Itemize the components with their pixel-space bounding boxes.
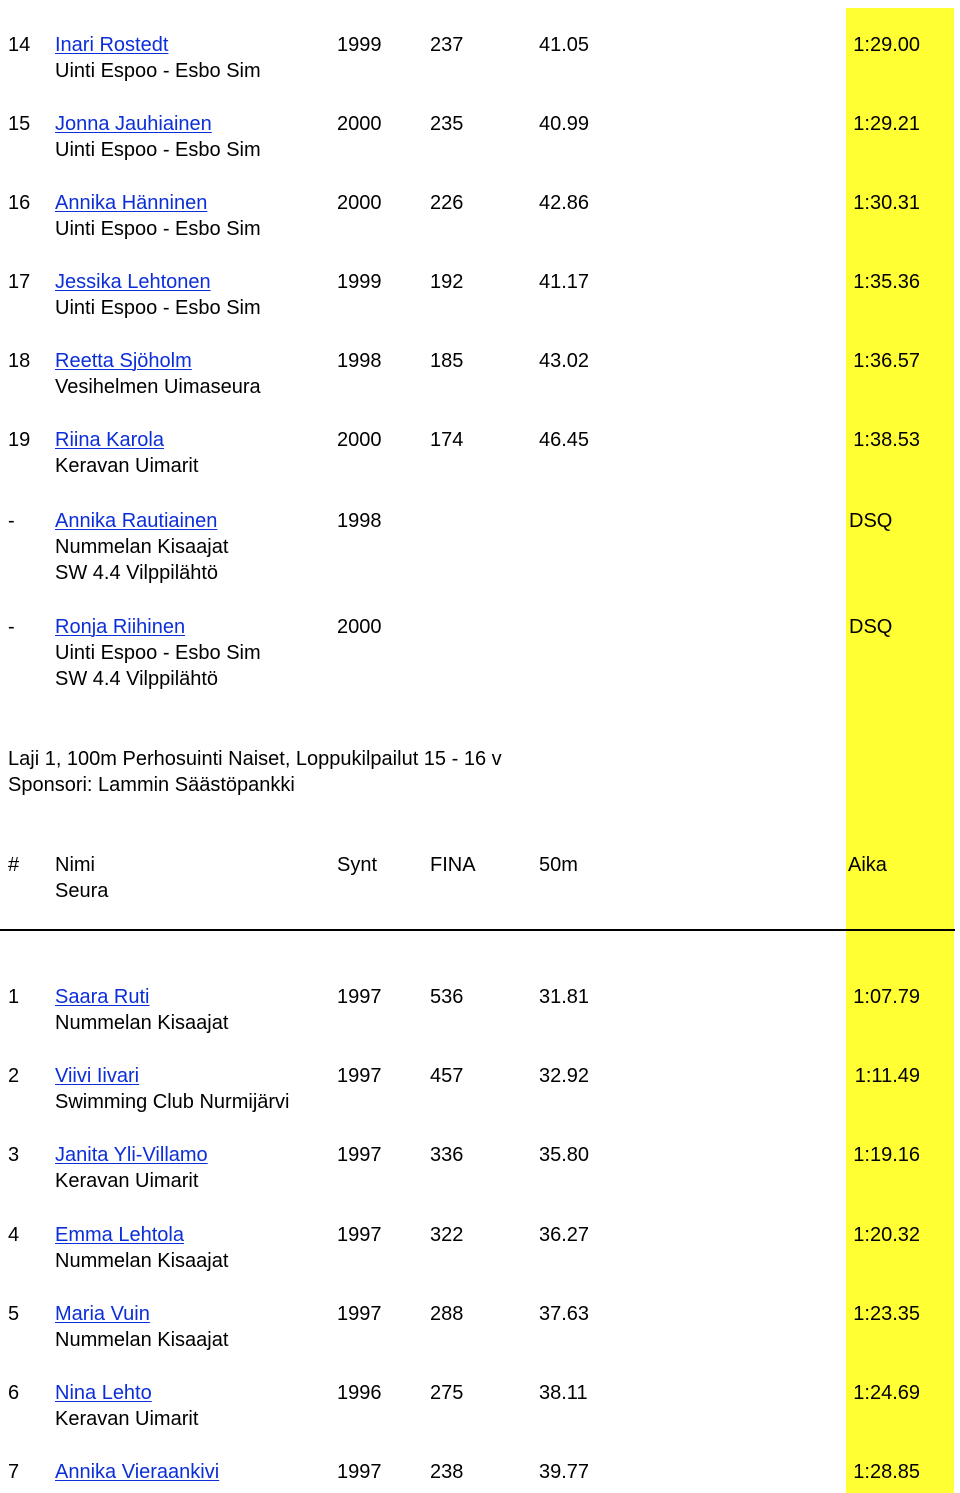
event-heading xyxy=(8,746,502,798)
birth-year: 1999 xyxy=(337,34,382,56)
result-position: - xyxy=(8,510,15,532)
birth-year: 1997 xyxy=(337,1302,382,1325)
swimmer-club: Keravan Uimarit xyxy=(55,455,199,477)
final-time: 1:19.16 xyxy=(853,1144,920,1167)
swimmer-name-link[interactable]: Jessika Lehtonen xyxy=(55,271,211,293)
birth-year: 1996 xyxy=(337,1382,382,1404)
dsq-status: DSQ xyxy=(849,510,893,532)
disqualification-reason: SW 4.4 Vilppilähtö xyxy=(55,562,219,584)
split-50m: 41.17 xyxy=(539,271,590,293)
birth-year: 1998 xyxy=(337,350,382,372)
final-time: 1:38.53 xyxy=(853,429,920,451)
swimmer-name-link[interactable]: Jonna Jauhiainen xyxy=(55,113,212,135)
column-header-fina: FINA xyxy=(430,854,476,876)
swimmer-name-link[interactable]: Annika Hänninen xyxy=(55,192,208,214)
birth-year: 2000 xyxy=(337,616,382,638)
column-header-name: Nimi xyxy=(55,854,95,876)
birth-year: 2000 xyxy=(337,429,382,451)
result-position: 7 xyxy=(8,1461,20,1484)
dsq-status: DSQ xyxy=(849,616,893,638)
swimmer-club: Keravan Uimarit xyxy=(55,1408,199,1430)
birth-year: 1997 xyxy=(337,1144,382,1167)
swimmer-name-link[interactable]: Saara Ruti xyxy=(55,986,150,1008)
split-50m: 42.86 xyxy=(539,192,590,214)
swimmer-club: Uinti Espoo - Esbo Sim xyxy=(55,642,261,664)
result-position: 16 xyxy=(8,192,31,214)
swimmer-club: Nummelan Kisaajat xyxy=(55,1012,229,1034)
swimmer-club: Uinti Espoo - Esbo Sim xyxy=(55,139,261,161)
swimmer-name-link[interactable]: Reetta Sjöholm xyxy=(55,350,192,372)
birth-year: 1998 xyxy=(337,510,382,532)
split-50m: 38.11 xyxy=(539,1382,588,1404)
result-position: 4 xyxy=(8,1223,20,1246)
swimmer-club: Swimming Club Nurmijärvi xyxy=(55,1091,290,1114)
swimmer-name-link[interactable]: Viivi Iivari xyxy=(55,1065,140,1088)
result-position: - xyxy=(8,616,15,638)
swimmer-club: Uinti Espoo - Esbo Sim xyxy=(55,297,261,319)
fina-points: 336 xyxy=(430,1144,464,1167)
swimmer-name-link[interactable]: Nina Lehto xyxy=(55,1382,152,1404)
split-50m: 32.92 xyxy=(539,1065,590,1088)
swimmer-club: Vesihelmen Uimaseura xyxy=(55,376,261,398)
swimmer-name-link[interactable]: Janita Yli-Villamo xyxy=(55,1144,208,1167)
swimmer-name-link[interactable]: Emma Lehtola xyxy=(55,1223,184,1246)
final-time: 1:20.32 xyxy=(853,1223,920,1246)
result-position: 6 xyxy=(8,1382,20,1404)
column-header-time: Aika xyxy=(848,854,887,876)
split-50m: 41.05 xyxy=(539,34,590,56)
result-position: 14 xyxy=(8,34,31,56)
event-sponsor: Sponsori: Lammin Säästöpankki xyxy=(8,774,295,796)
fina-points: 235 xyxy=(430,113,464,135)
fina-points: 288 xyxy=(430,1302,464,1325)
swimmer-name-link[interactable]: Maria Vuin xyxy=(55,1302,150,1325)
final-time: 1:23.35 xyxy=(853,1302,920,1325)
result-position: 5 xyxy=(8,1302,20,1325)
result-position: 2 xyxy=(8,1065,20,1088)
final-time: 1:24.69 xyxy=(853,1382,920,1404)
fina-points: 192 xyxy=(430,271,464,293)
result-position: 1 xyxy=(8,986,20,1008)
swimmer-club: Uinti Espoo - Esbo Sim xyxy=(55,218,261,240)
column-header-year: Synt xyxy=(337,854,378,876)
final-time: 1:07.79 xyxy=(853,986,920,1008)
final-time: 1:35.36 xyxy=(853,271,920,293)
final-time: 1:11.49 xyxy=(854,1065,920,1088)
fina-points: 226 xyxy=(430,192,464,214)
split-50m: 35.80 xyxy=(539,1144,590,1167)
birth-year: 1997 xyxy=(337,1223,382,1246)
swimmer-club: Nummelan Kisaajat xyxy=(55,536,229,558)
final-time: 1:28.85 xyxy=(853,1461,920,1484)
final-time: 1:29.21 xyxy=(853,113,920,135)
swimmer-name-link[interactable]: Ronja Riihinen xyxy=(55,616,186,638)
split-50m: 36.27 xyxy=(539,1223,590,1246)
split-50m: 40.99 xyxy=(539,113,590,135)
swimmer-name-link[interactable]: Annika Vieraankivi xyxy=(55,1461,220,1484)
event-title: Laji 1, 100m Perhosuinti Naiset, Loppukilpailut 15 - 16 v xyxy=(8,748,502,770)
result-position: 17 xyxy=(8,271,31,293)
swimmer-club: Keravan Uimarit xyxy=(55,1170,199,1193)
fina-points: 237 xyxy=(430,34,464,56)
result-position: 19 xyxy=(8,429,31,451)
fina-points: 536 xyxy=(430,986,464,1008)
split-50m: 31.81 xyxy=(539,986,590,1008)
fina-points: 457 xyxy=(430,1065,464,1088)
split-50m: 39.77 xyxy=(539,1461,590,1484)
birth-year: 2000 xyxy=(337,192,382,214)
result-position: 3 xyxy=(8,1144,20,1167)
final-time: 1:30.31 xyxy=(853,192,920,214)
result-position: 18 xyxy=(8,350,31,372)
swimmer-name-link[interactable]: Riina Karola xyxy=(55,429,164,451)
disqualification-reason: SW 4.4 Vilppilähtö xyxy=(55,668,219,690)
fina-points: 185 xyxy=(430,350,464,372)
result-position: 15 xyxy=(8,113,31,135)
birth-year: 1997 xyxy=(337,1065,382,1088)
column-header-split: 50m xyxy=(539,854,578,876)
final-time: 1:29.00 xyxy=(853,34,920,56)
fina-points: 238 xyxy=(430,1461,464,1484)
birth-year: 2000 xyxy=(337,113,382,135)
split-50m: 37.63 xyxy=(539,1302,590,1325)
swimmer-club: Uinti Espoo - Esbo Sim xyxy=(55,60,261,82)
column-header-club: Seura xyxy=(55,880,109,902)
fina-points: 275 xyxy=(430,1382,464,1404)
swimmer-name-link[interactable]: Inari Rostedt xyxy=(55,34,169,56)
swimmer-club: Nummelan Kisaajat xyxy=(55,1249,229,1272)
split-50m: 46.45 xyxy=(539,429,590,451)
time-column-highlight xyxy=(846,8,954,1493)
birth-year: 1997 xyxy=(337,986,382,1008)
swimmer-club: Nummelan Kisaajat xyxy=(55,1328,229,1351)
split-50m: 43.02 xyxy=(539,350,590,372)
header-divider xyxy=(0,929,955,931)
fina-points: 322 xyxy=(430,1223,464,1246)
birth-year: 1999 xyxy=(337,271,382,293)
fina-points: 174 xyxy=(430,429,464,451)
final-time: 1:36.57 xyxy=(853,350,920,372)
column-header-position: # xyxy=(8,854,20,876)
birth-year: 1997 xyxy=(337,1461,382,1484)
swimmer-name-link[interactable]: Annika Rautiainen xyxy=(55,510,218,532)
